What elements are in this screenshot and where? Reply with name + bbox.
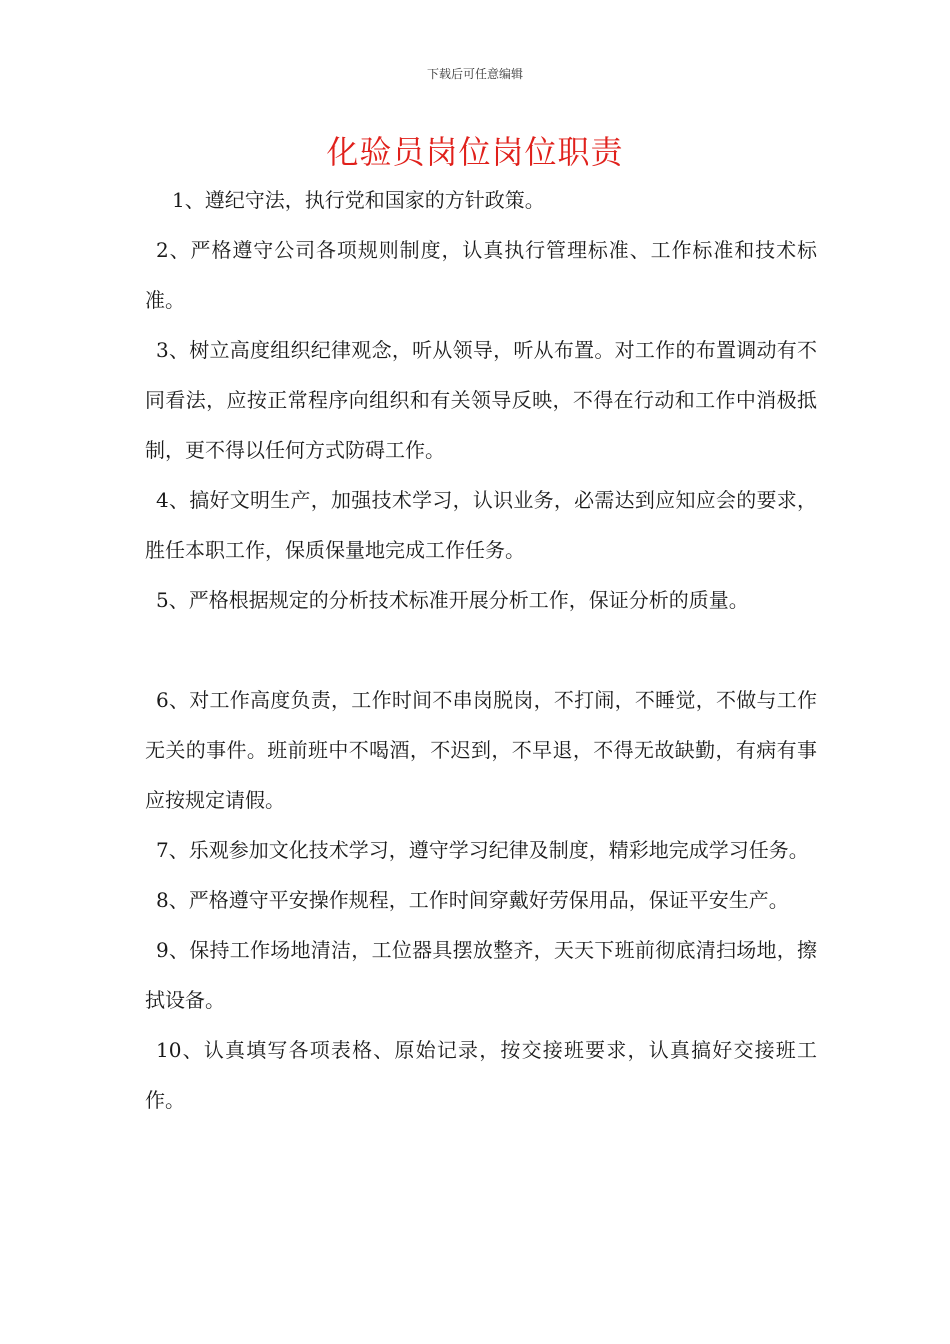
clause-3: 3、树立高度组织纪律观念，听从领导，听从布置。对工作的布置调动有不同看法，应按正常程序向组织和有关领导反映，不得在行动和工作中消极抵制，更不得以任何方式防碍工作。: [145, 338, 817, 462]
clause-8: 8、严格遵守平安操作规程，工作时间穿戴好劳保用品，保证平安生产。: [156, 888, 789, 912]
clause-9: 9、保持工作场地清洁，工位器具摆放整齐，天天下班前彻底清扫场地，擦拭设备。: [145, 938, 817, 1012]
clause-4: 4、搞好文明生产，加强技术学习，认识业务，必需达到应知应会的要求，胜任本职工作，保质保量地完成工作任务。: [145, 488, 817, 562]
clause-6: 6、对工作高度负责，工作时间不串岗脱岗，不打闹，不睡觉，不做与工作无关的事件。班前班中不喝酒，不迟到，不早退，不得无故缺勤，有病有事应按规定请假。: [145, 688, 817, 812]
clause-7: 7、乐观参加文化技术学习，遵守学习纪律及制度，精彩地完成学习任务。: [156, 838, 809, 862]
clause-1: 1、遵纪守法，执行党和国家的方针政策。: [172, 188, 545, 212]
clause-10: 10、认真填写各项表格、原始记录，按交接班要求，认真搞好交接班工作。: [145, 1038, 817, 1112]
document-title: 化验员岗位岗位职责: [326, 133, 624, 171]
clause-2: 2、严格遵守公司各项规则制度，认真执行管理标准、工作标准和技术标准。: [145, 238, 817, 312]
page-header-note: 下载后可任意编辑: [426, 67, 523, 81]
document-body: [145, 175, 817, 1125]
clause-5: 5、严格根据规定的分析技术标准开展分析工作，保证分析的质量。: [156, 588, 749, 612]
